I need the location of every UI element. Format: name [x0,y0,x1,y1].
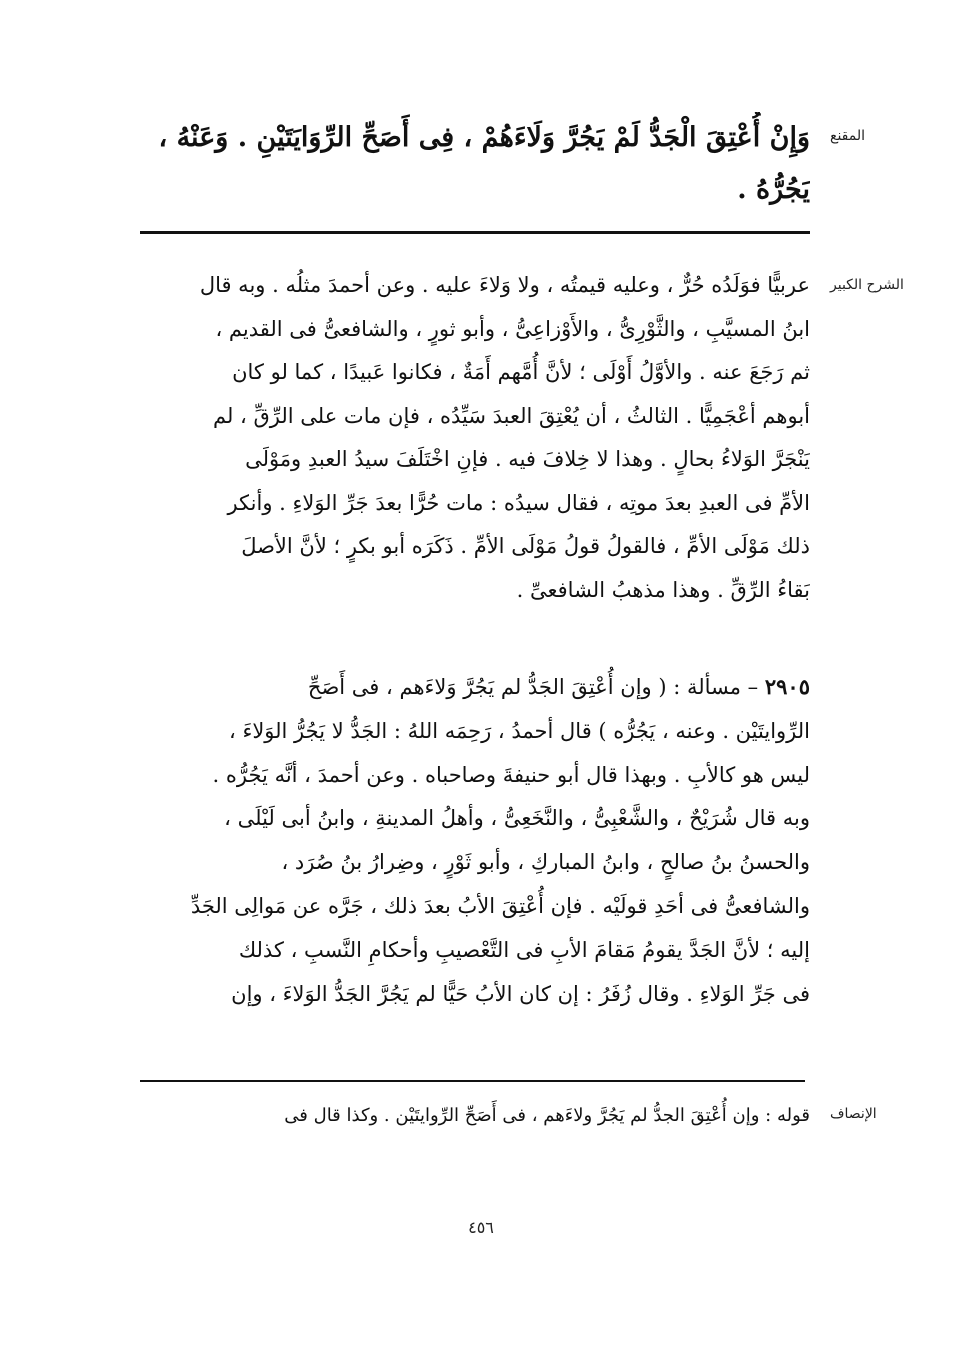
muqni-line-2: يَجُرُّهُ . [737,174,810,205]
masala-number: ٢٩٠٥ [764,674,810,699]
masala-line-3: ليس هو كالأبِ . وبهذا قال أبو حنيفةَ وصاحباه . وعن أحمدَ ، أنَّه يَجُرُّه . [212,762,810,787]
muqni-text-block [130,112,810,216]
muqni-margin-label: المقنع [830,128,866,144]
bottom-divider-rule [140,1080,805,1082]
sharh-line-3: ثم رَجَعَ عنه . والأوَّلُ أَوْلَى ؛ لأنَّ أُمَّهم أَمَةٌ ، فكانوا عَبيدًا ، كما لو كان [232,360,810,384]
masala-line-1 [130,665,810,710]
sharh-text-block [130,264,810,612]
masala-line-4: وبه قال شُرَيْحٌ ، والشَّعْبِىُّ ، والنَّخَعِىُّ ، وأهلُ المدينةِ ، وابنُ أبى لَيْلَى ، [224,806,810,831]
sharh-line-7: ذلك مَوْلَى الأمِّ ، فالقولُ قولُ مَوْلَى الأمِّ . ذَكَرَه أبو بكرٍ ؛ لأنَّ الأصلَ [241,534,810,558]
insaf-margin-label: الإنصاف [830,1106,877,1122]
sharh-line-1: عربيًّا فوَلَدُه حُرٌّ ، وعليه قيمتُه ، ولا وَلاءَ عليه . وعن أحمدَ مثلُه . وبه قال [199,273,810,297]
masala-line-6: والشافعىُّ فى أحَدِ قولَيْه . فإن أُعْتِقَ الأبُ بعدَ ذلك ، جَرَّه عن مَوالِى الجَدِّ [190,893,810,918]
masala-text-block [130,665,810,1016]
sharh-line-6: الأمِّ فى العبدِ بعدَ موتِه ، فقال سيدُه : مات حُرًّا بعدَ جَرِّ الوَلاءِ . وأنكر [227,490,810,515]
insaf-line-1: قوله : وإن أُعْتِقَ الجدُّ لم يَجُرَّ ولاءَهم ، فى أَصَحِّ الرِّوايتَيْن . وكذا قال فى [284,1105,810,1126]
masala-line-7: إليه ؛ لأنَّ الجَدَّ يقومُ مَقامَ الأبِ فى التَّعْصيبِ وأحكامِ النَّسبِ ، كذلك [238,937,810,962]
sharh-line-2: ابنُ المسيَّبِ ، والثَّوْرِىُّ ، والأَوْزاعِىُّ ، وأبو ثورٍ ، والشافعىُّ فى القديم ، [215,316,810,341]
sharh-margin-label: الشرح الكبير [830,277,904,293]
sharh-line-4: أبوهم أعْجَمِيًّا . الثالثُ ، أن يُعْتِقَ العبدَ سَيِّدُه ، فإن مات على الرِّقِّ ، لم [212,403,810,428]
masala-line-1-text: – مسألة : ( وإن أُعْتِقَ الجَدُّ لم يَجُرَّ وَلاءَهم ، فى أَصَحِّ [307,675,759,699]
masala-line-8: فى جَرِّ الوَلاءِ . وقال زُفَرُ : إن كان الأبُ حَيًّا لم يَجُرَّ الجَدُّ الوَلاءَ ، وإن [231,981,810,1006]
top-divider-rule [140,231,810,234]
sharh-line-5: يَنْجَرَّ الوَلاءُ بحالٍ . وهذا لا خِلافَ فيه . فإنِ اخْتَلَفَ سيدُ العبدِ ومَوْلَى [245,447,810,471]
insaf-text-block [130,1096,810,1136]
muqni-line-1: وَإِنْ أُعْتِقَ الْجَدُّ لَمْ يَجُرَّ وَلَاءَهُمْ ، فِى أَصَحِّ الرِّوَايَتَيْنِ . وَعَنْهُ ، [158,122,810,153]
sharh-line-8: بَقاءُ الرِّقِّ . وهذا مذهبُ الشافعىِّ . [516,577,810,602]
masala-line-2: الرِّوايتَيْن . وعنه ، يَجُرُّه ) قال أحمدُ ، رَحِمَه اللهُ : الجَدُّ لا يَجُرُّ الوَلاءَ ، [229,718,810,743]
page-number: ٤٥٦ [468,1218,494,1237]
masala-line-5: والحسنُ بنُ صالحٍ ، وابنُ المباركِ ، وأبو ثَوْرٍ ، وضِرارُ بنُ صُرَد ، [281,850,810,875]
